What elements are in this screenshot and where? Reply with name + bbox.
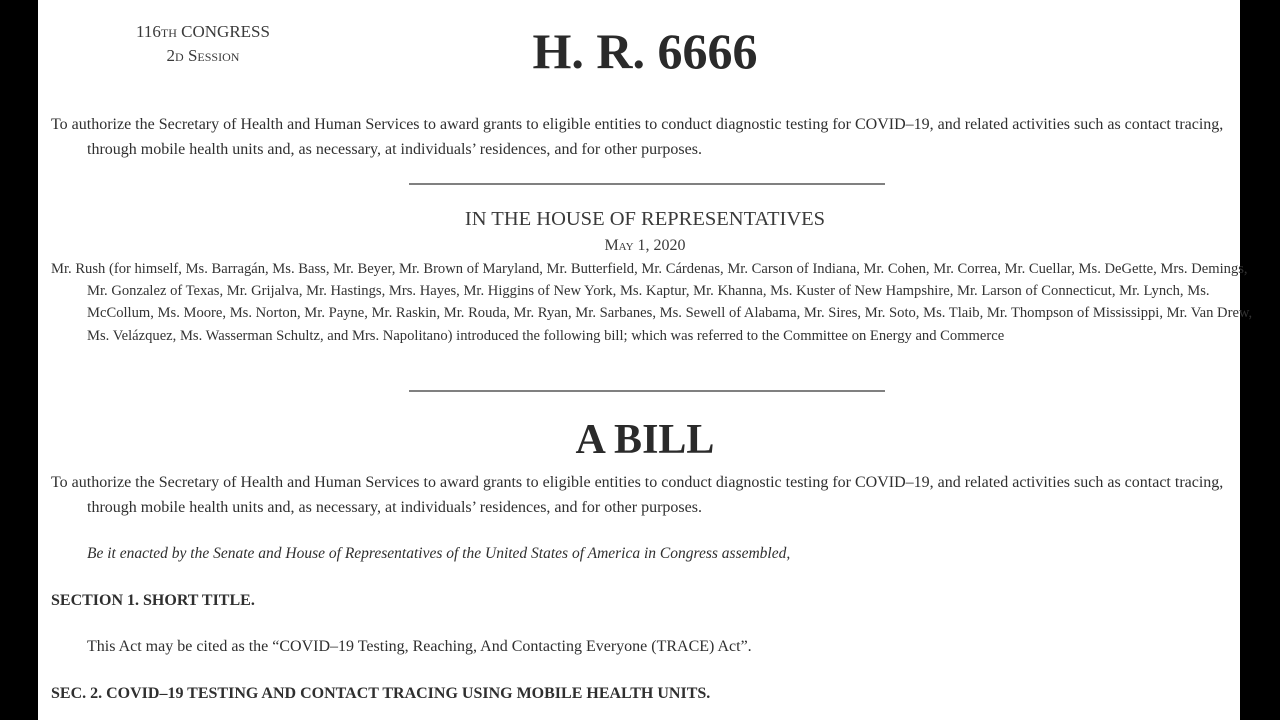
congress-label: 116th CONGRESS: [136, 22, 270, 41]
session-label: 2d Session: [166, 46, 240, 65]
sponsors-paragraph: Mr. Rush (for himself, Ms. Barragán, Ms. Bass, Mr. Beyer, Mr. Brown of Maryland, Mr. Butterfield, Mr. Cárdenas, Mr. Carson of Indiana, Mr. Cohen, Mr. Correa, Mr. Cuellar, Ms. DeGette, Mrs. Demings, Mr. Gonzalez of Texas, Mr. Grijalva, Mr. Hastings, Mrs. Hayes, Mr. Higgins of New York, Ms. Kaptur, Mr. Khanna, Ms. Kuster of New Hampshire, Mr. Larson of Connecticut, Mr. Lynch, Ms. McCollum, Ms. Moore, Ms. Norton, Mr. Payne, Mr. Raskin, Mr. Rouda, Mr. Ryan, Mr. Sarbanes, Ms. Sewell of Alabama, Mr. Sires, Mr. Soto, Ms. Tlaib, Mr. Thompson of Mississippi, Mr. Van Drew, Ms. Velázquez, Ms. Wasserman Schultz, and Mrs. Napolitano) introduced the following bill; which was referred to the Committee on Energy and Commerce: [51, 261, 1253, 344]
congress-session-block: [128, 20, 278, 68]
divider-bottom: [409, 390, 885, 392]
document-page: [38, 0, 1253, 720]
enacting-clause: Be it enacted by the Senate and House of Representatives of the United States of America in Congress assembled,: [87, 545, 791, 562]
section-1-heading: SECTION 1. SHORT TITLE.: [51, 592, 255, 609]
bill-summary: To authorize the Secretary of Health and Human Services to award grants to eligible entities to conduct diagnostic testing for COVID–19, and related activities such as contact tracing, through mobile health units and, as necessary, at individuals’ residences, and for other purposes.: [51, 474, 1224, 516]
introduction-date: May 1, 2020: [604, 237, 686, 254]
section-1-text: This Act may be cited as the “COVID–19 Testing, Reaching, And Contacting Everyone (TRACE) Act”.: [87, 638, 752, 655]
bill-number: H. R. 6666: [532, 23, 758, 79]
divider-top: [409, 183, 885, 185]
house-heading: IN THE HOUSE OF REPRESENTATIVES: [464, 208, 826, 230]
section-2-heading: SEC. 2. COVID–19 TESTING AND CONTACT TRACING USING MOBILE HEALTH UNITS.: [51, 685, 711, 702]
a-bill-heading: A BILL: [575, 417, 715, 463]
title-summary: To authorize the Secretary of Health and Human Services to award grants to eligible entities to conduct diagnostic testing for COVID–19, and related activities such as contact tracing, through mobile health units and, as necessary, at individuals’ residences, and for other purposes.: [51, 116, 1224, 158]
